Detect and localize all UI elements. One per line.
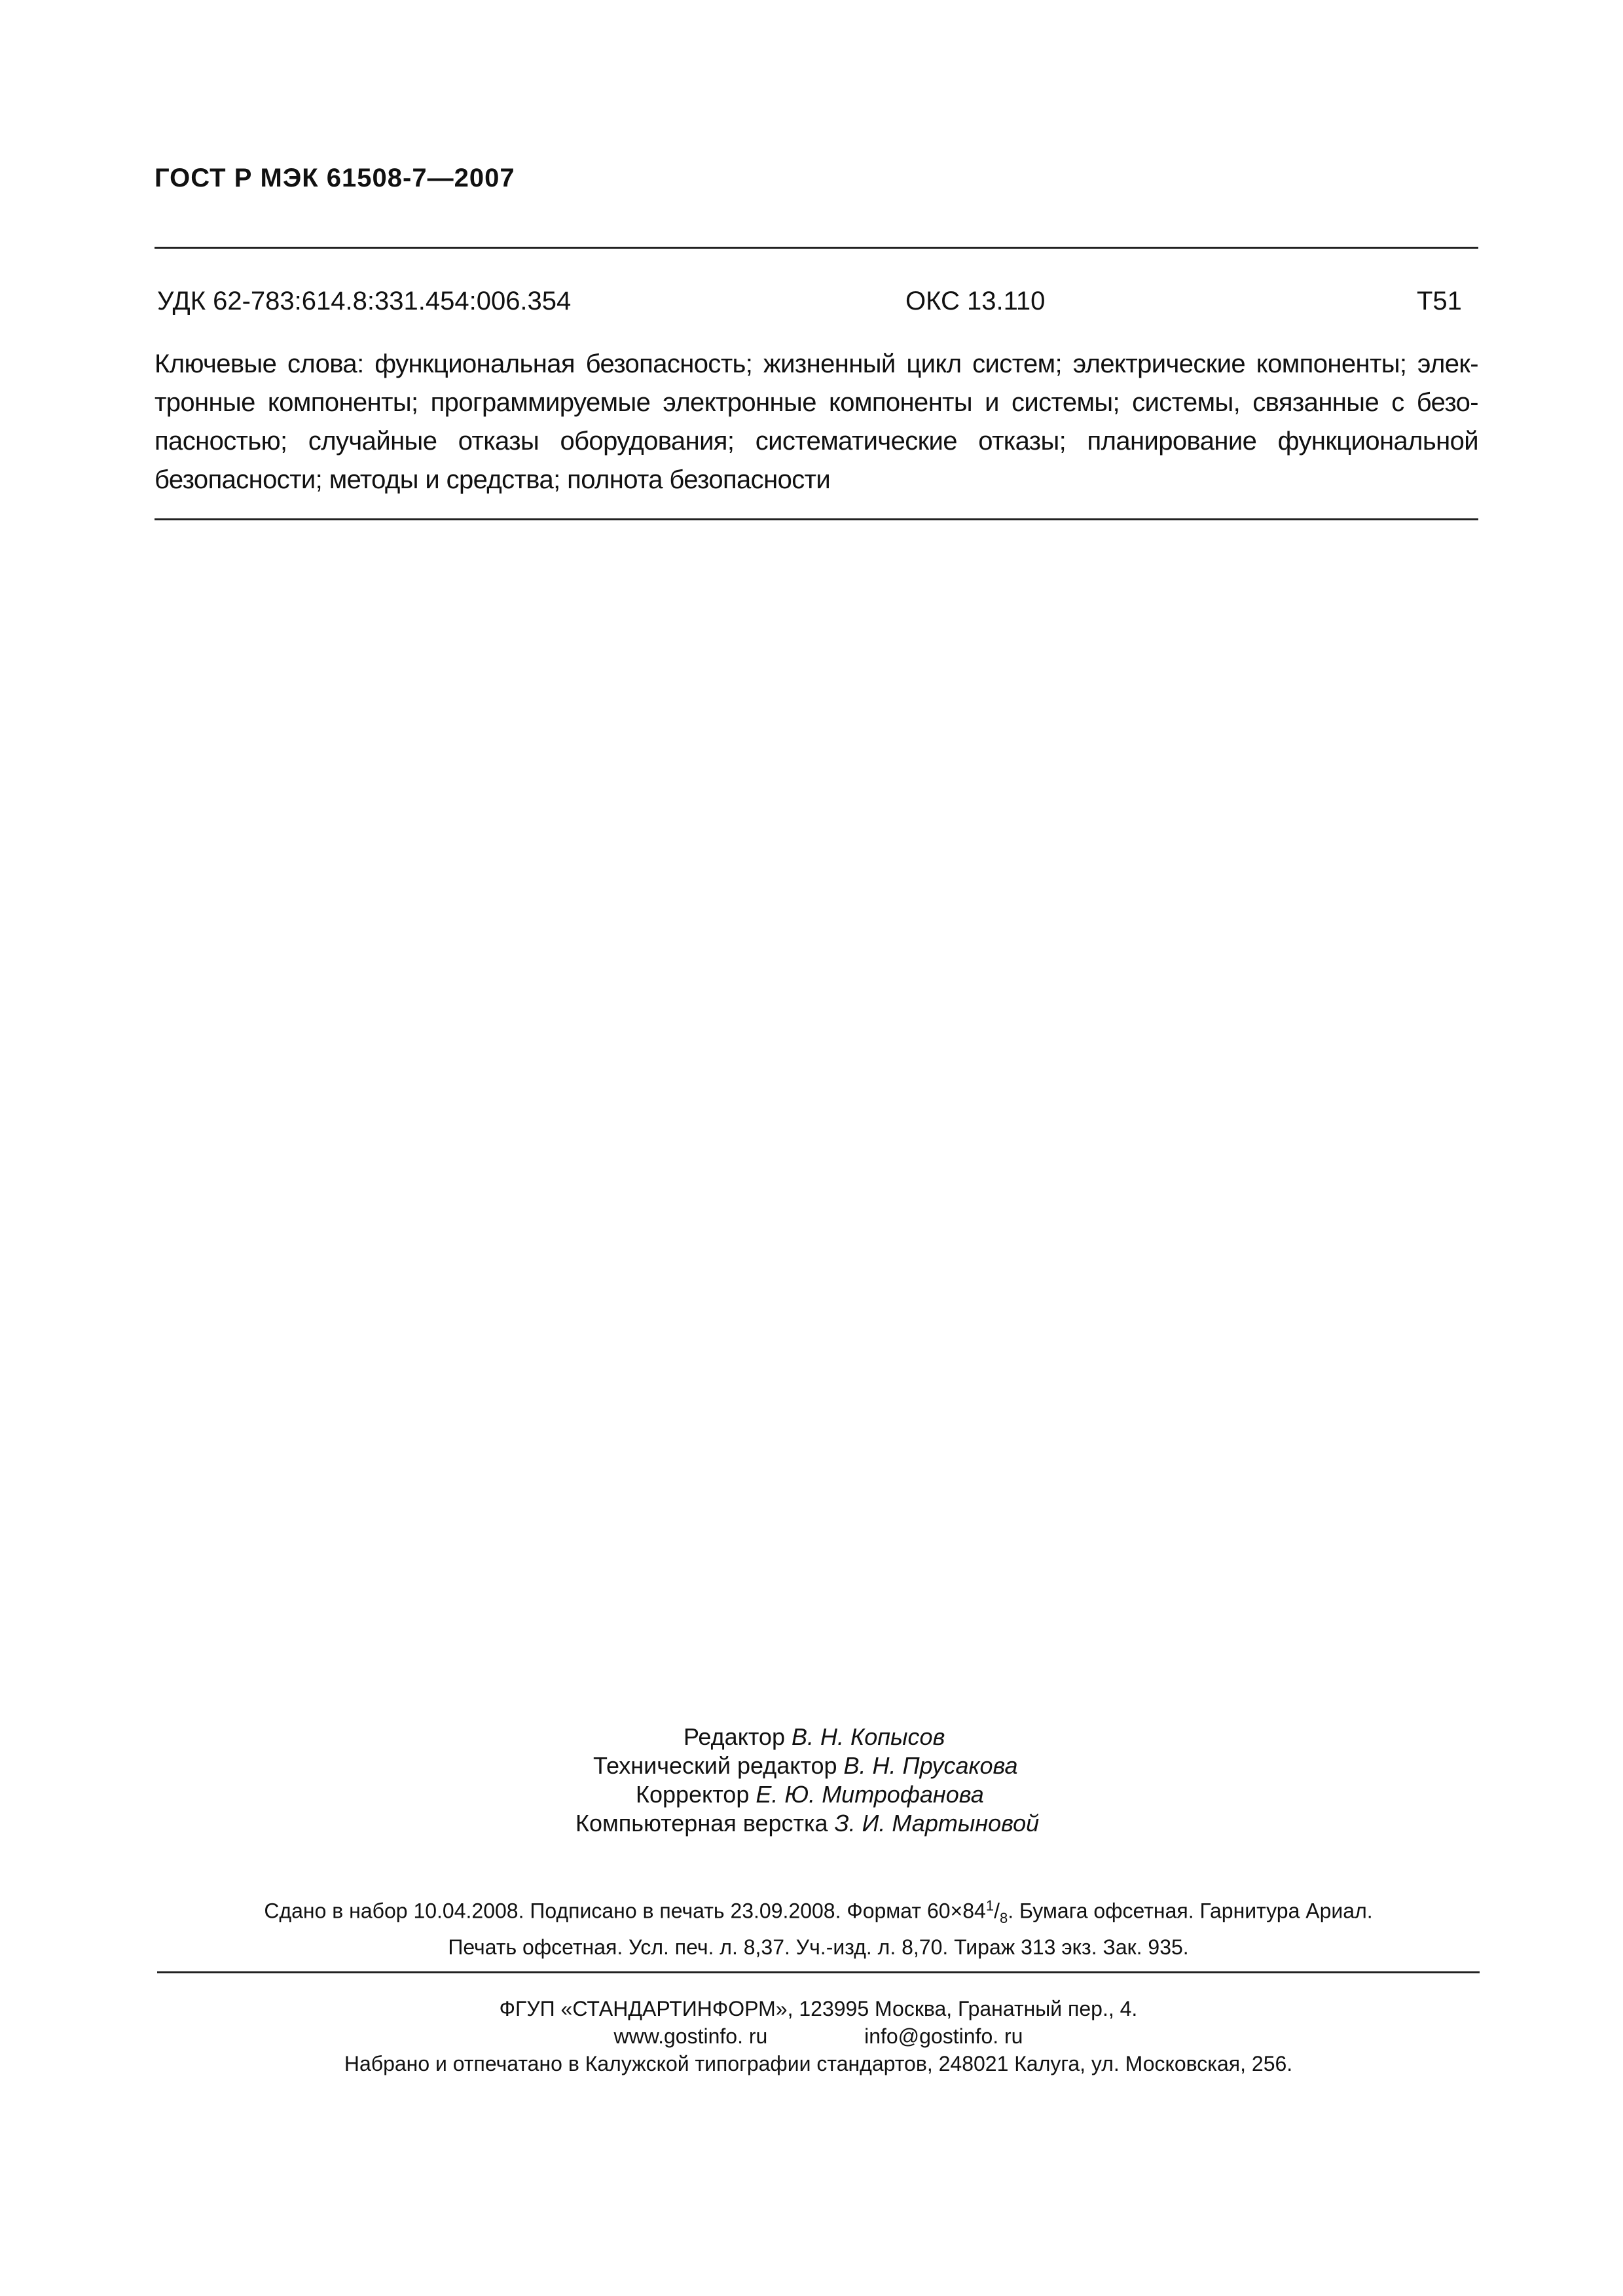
keywords-line: безопасности; методы и средства; полнота безопасности [155,465,831,494]
credit-role: Корректор [636,1781,750,1808]
publisher-address: ФГУП «СТАНДАРТИНФОРМ», 123995 Москва, Гранатный пер., 4. [499,1997,1138,2020]
udk-code: УДК 62-783:614.8:331.454:006.354 [157,287,572,315]
oks-code: ОКС 13.110 [905,287,1046,315]
credit-role: Редактор [684,1723,785,1750]
publisher-contacts [157,2022,1480,2050]
keywords-line: пасностью; случайные отказы оборудования; систематические отказы; планирование функциональной [155,427,1478,456]
credit-layout [575,1809,1623,1838]
classification-row [157,287,1464,319]
credit-editor [684,1723,1623,1751]
keywords-line: Ключевые слова: функциональная безопасность; жизненный цикл систем; электрические компоненты; элек- [155,350,1478,378]
credit-role: Компьютерная верстка [575,1810,828,1837]
classifier-code: Т51 [1417,287,1462,315]
format-fraction-denominator: 8 [999,1910,1008,1927]
publisher-block [157,1995,1480,2077]
credit-person: В. Н. Прусакова [843,1752,1018,1779]
keywords-bottom-rule [155,518,1478,520]
credit-person: В. Н. Копысов [791,1723,945,1750]
credit-proofreader [636,1780,1623,1809]
publisher-top-rule [157,1971,1480,1973]
credit-role: Технический редактор [593,1752,837,1779]
publisher-email: info@gostinfo. ru [864,2024,1023,2048]
print-info-line-1: Сдано в набор 10.04.2008. Подписано в печать 23.09.2008. Формат $60\times 84^1/_8$. Бумага офсетная. Гарнитура Ариал. [264,1897,1373,1927]
format-fraction-numerator: 1 [985,1897,994,1914]
printing-house: Набрано и отпечатано в Калужской типографии стандартов, 248021 Калуга, ул. Московская, 256. [344,2052,1293,2075]
keywords-block [155,345,1478,499]
print-info [157,1892,1480,1962]
credits-block [0,1723,1623,1838]
credit-technical-editor [593,1751,1623,1780]
keywords-line: тронные компоненты; программируемые электронные компоненты и системы; системы, связанные с безо- [155,388,1478,417]
top-rule [155,247,1478,249]
credit-person: Е. Ю. Митрофанова [756,1781,984,1808]
credit-person: З. И. Мартыновой [834,1810,1040,1837]
document-header: ГОСТ Р МЭК 61508-7—2007 [155,164,515,192]
publisher-website: www.gostinfo. ru [613,2024,768,2048]
print-info-line-2: Печать офсетная. Усл. печ. л. 8,37. Уч.-изд. л. 8,70. Тираж 313 экз. Зак. 935. [448,1935,1189,1960]
